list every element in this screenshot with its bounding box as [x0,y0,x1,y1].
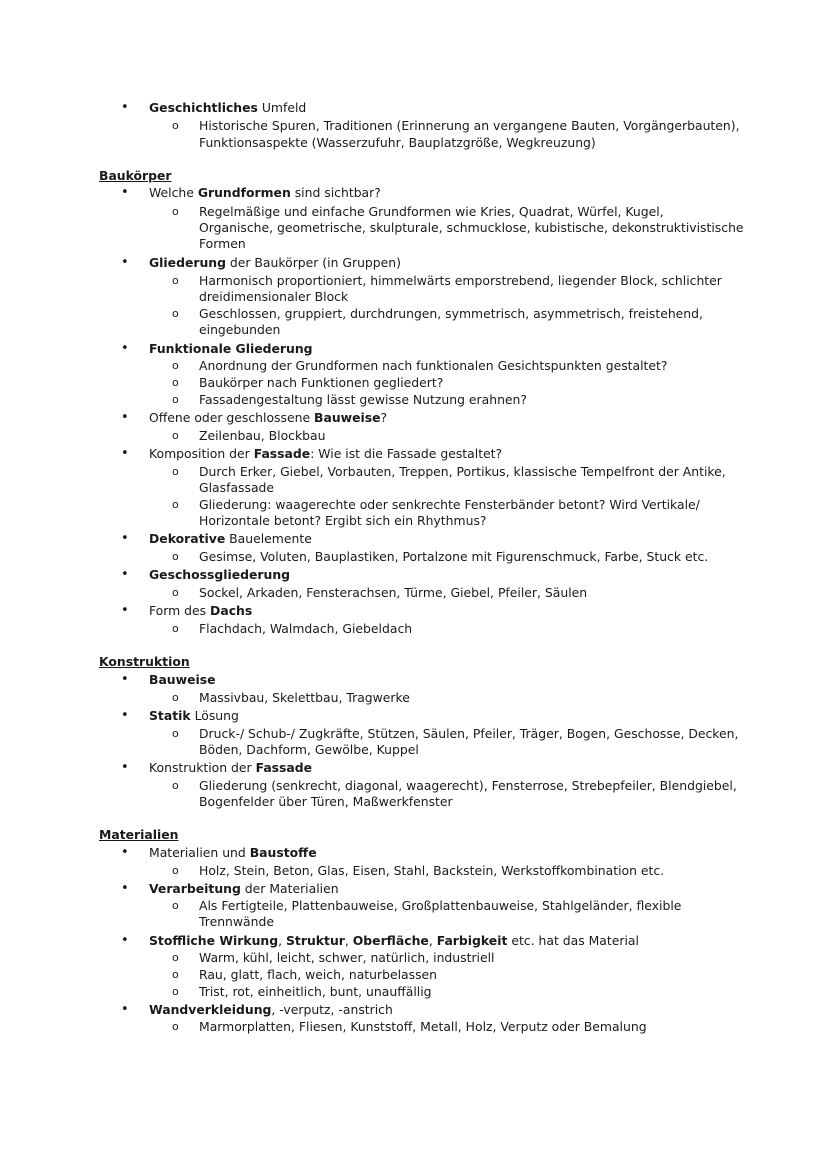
sub-item-text: Flachdach, Walmdach, Giebeldach [199,621,413,636]
section-heading: Materialien [99,827,179,842]
sub-item-text: Funktionsaspekte (Wasserzufuhr, Bauplatzgröße, Wegkreuzung) [199,135,596,150]
bullet-marker: • [121,341,129,356]
sub-item-text: dreidimensionaler Block [199,289,349,304]
bullet-bauweise: Offene oder geschlossene Bauweise? [149,410,388,425]
sub-item-text: Zeilenbau, Blockbau [199,428,326,443]
sub-bullet-marker: o [172,393,179,406]
sub-bullet-marker: o [172,622,179,635]
bullet-grundformen: Welche Grundformen sind sichtbar? [149,185,381,200]
sub-item-text: Gesimse, Voluten, Bauplastiken, Portalzone mit Figurenschmuck, Farbe, Stuck etc. [199,549,709,564]
bullet-form-des-dachs: Form des Dachs [149,603,253,618]
sub-bullet-marker: o [172,899,179,912]
bullet-marker: • [121,100,129,115]
bullet-verarbeitung: Verarbeitung der Materialien [149,881,339,896]
bullet-dekorative-bauelemente: Dekorative Bauelemente [149,531,312,546]
bullet-marker: • [121,446,129,461]
bullet-marker: • [121,933,129,948]
sub-bullet-marker: o [172,119,179,132]
sub-bullet-marker: o [172,550,179,563]
bullet-bauweise: Bauweise [149,672,216,687]
section-heading: Baukörper [99,168,172,183]
sub-bullet-marker: o [172,376,179,389]
bullet-funktionale-gliederung: Funktionale Gliederung [149,341,313,356]
sub-item-text: Formen [199,236,246,251]
sub-item-text: Gliederung: waagerechte oder senkrechte Fensterbänder betont? Wird Vertikale/ [199,497,700,512]
bullet-marker: • [121,881,129,896]
sub-item-text: Druck-/ Schub-/ Zugkräfte, Stützen, Säulen, Pfeiler, Träger, Bogen, Geschosse, Decken, [199,726,739,741]
sub-bullet-marker: o [172,586,179,599]
sub-bullet-marker: o [172,359,179,372]
sub-item-text: eingebunden [199,322,281,337]
bullet-marker: • [121,567,129,582]
bullet-konstruktion-fassade: Konstruktion der Fassade [149,760,313,775]
sub-item-text: Geschlossen, gruppiert, durchdrungen, symmetrisch, asymmetrisch, freistehend, [199,306,703,321]
bullet-fassade: Komposition der Fassade: Wie ist die Fassade gestaltet? [149,446,503,461]
bullet-geschichtliches-umfeld: Geschichtliches Umfeld [149,100,307,115]
sub-bullet-marker: o [172,727,179,740]
sub-bullet-marker: o [172,951,179,964]
bullet-statik: Statik Lösung [149,708,239,723]
sub-item-text: Massivbau, Skelettbau, Tragwerke [199,690,410,705]
bullet-baustoffe: Materialien und Baustoffe [149,845,317,860]
sub-bullet-marker: o [172,1020,179,1033]
sub-bullet-marker: o [172,498,179,511]
sub-item-text: Organische, geometrische, skulpturale, schmucklose, kubistische, dekonstruktivistische [199,220,744,235]
sub-item-text: Fassadengestaltung lässt gewisse Nutzung erahnen? [199,392,527,407]
sub-item-text: Durch Erker, Giebel, Vorbauten, Treppen, Portikus, klassische Tempelfront der Antike, [199,464,726,479]
bullet-marker: • [121,672,129,687]
bullet-marker: • [121,410,129,425]
sub-item-text: Marmorplatten, Fliesen, Kunststoff, Metall, Holz, Verputz oder Bemalung [199,1019,647,1034]
bullet-marker: • [121,185,129,200]
sub-bullet-marker: o [172,779,179,792]
sub-item-text: Historische Spuren, Traditionen (Erinnerung an vergangene Bauten, Vorgängerbauten), [199,118,740,133]
section-heading: Konstruktion [99,654,190,669]
sub-item-text: Glasfassade [199,480,275,495]
bullet-marker: • [121,845,129,860]
bullet-marker: • [121,1002,129,1017]
sub-bullet-marker: o [172,985,179,998]
sub-item-text: Harmonisch proportioniert, himmelwärts emporstrebend, liegender Block, schlichter [199,273,722,288]
sub-item-text: Holz, Stein, Beton, Glas, Eisen, Stahl, Backstein, Werkstoffkombination etc. [199,863,665,878]
sub-item-text: Rau, glatt, flach, weich, naturbelassen [199,967,437,982]
bullet-wandverkleidung: Wandverkleidung, -verputz, -anstrich [149,1002,393,1017]
sub-item-text: Anordnung der Grundformen nach funktionalen Gesichtspunkten gestaltet? [199,358,668,373]
sub-item-text: Horizontale betont? Ergibt sich ein Rhythmus? [199,513,487,528]
bullet-marker: • [121,760,129,775]
sub-bullet-marker: o [172,429,179,442]
sub-bullet-marker: o [172,465,179,478]
sub-item-text: Baukörper nach Funktionen gegliedert? [199,375,444,390]
sub-bullet-marker: o [172,274,179,287]
sub-item-text: Böden, Dachform, Gewölbe, Kuppel [199,742,419,757]
sub-item-text: Bogenfelder über Türen, Maßwerkfenster [199,794,453,809]
sub-bullet-marker: o [172,864,179,877]
sub-item-text: Trennwände [199,914,274,929]
bullet-marker: • [121,531,129,546]
sub-item-text: Trist, rot, einheitlich, bunt, unauffällig [199,984,432,999]
sub-item-text: Regelmäßige und einfache Grundformen wie Kries, Quadrat, Würfel, Kugel, [199,204,664,219]
bullet-marker: • [121,255,129,270]
sub-bullet-marker: o [172,307,179,320]
sub-bullet-marker: o [172,968,179,981]
bullet-marker: • [121,708,129,723]
bullet-gliederung: Gliederung der Baukörper (in Gruppen) [149,255,401,270]
sub-item-text: Gliederung (senkrecht, diagonal, waagerecht), Fensterrose, Strebepfeiler, Blendgiebel, [199,778,737,793]
sub-bullet-marker: o [172,205,179,218]
sub-item-text: Warm, kühl, leicht, schwer, natürlich, industriell [199,950,495,965]
bullet-stoffliche-wirkung: Stoffliche Wirkung, Struktur, Oberfläche, Farbigkeit etc. hat das Material [149,933,639,948]
bullet-marker: • [121,603,129,618]
sub-item-text: Als Fertigteile, Plattenbauweise, Großplattenbauweise, Stahlgeländer, flexible [199,898,682,913]
sub-bullet-marker: o [172,691,179,704]
sub-item-text: Sockel, Arkaden, Fensterachsen, Türme, Giebel, Pfeiler, Säulen [199,585,588,600]
bullet-geschossgliederung: Geschossgliederung [149,567,291,582]
